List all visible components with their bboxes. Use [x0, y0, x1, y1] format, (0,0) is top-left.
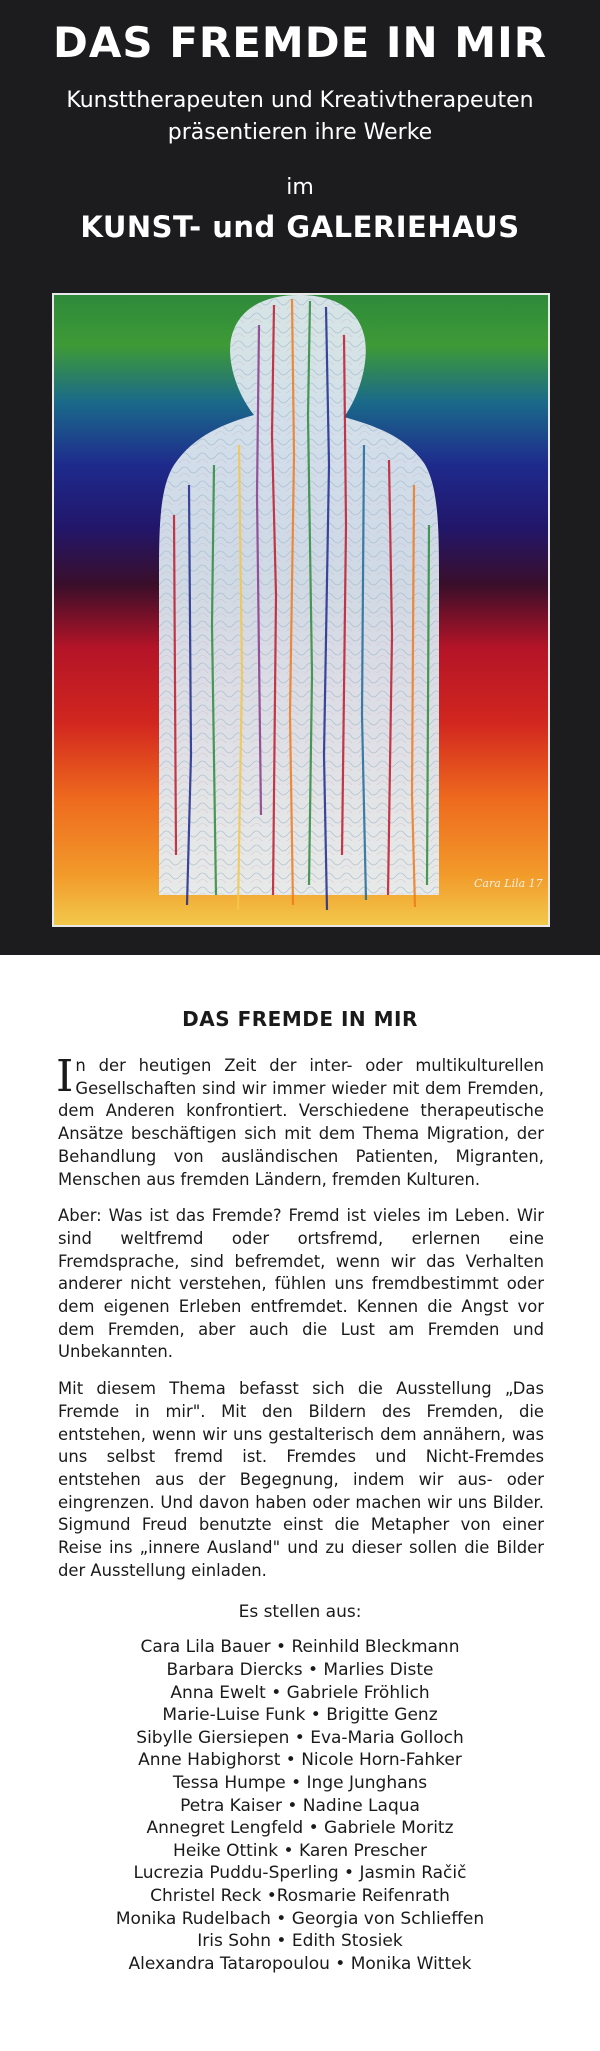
- exhibitor-line: Christel Reck •Rosmarie Reifenrath: [150, 1886, 450, 1906]
- exhibitor-line: Alexandra Tataropoulou • Monika Wittek: [128, 1953, 472, 1974]
- article-paragraph-2: Aber: Was ist das Fremde? Fremd ist vieles im Leben. Wir sind weltfremd oder ortsfremd, erlernen eine Fremdsprache, sind befremdet, wenn wir das Verhalten anderer nicht verstehen, fühlen uns fremdbestimmt oder dem eigenen Erleben entfremdet. Kennen die Angst vor dem Fremden, aber auch die Lust am Fremden und Unbekannten.: [58, 1206, 544, 1362]
- article-paragraph-3: Mit diesem Thema befasst sich die Ausstellung „Das Fremde in mir". Mit den Bildern des Fremden, die entstehen, wenn wir uns gestalterisch dem annähern, was uns selbst fremd ist. Fremdes und Nicht-Fremdes entstehen aus der Begegnung, indem wir aus- oder eingrenzen. Und davon haben oder machen wir uns Bilder. Sigmund Freud benutzte einst die Metapher von einer Reise ins „innere Ausland" und zu dieser sollen die Bilder der Ausstellung einladen.: [58, 1379, 544, 1580]
- exhibitor-line: Heike Ottink • Karen Prescher: [173, 1840, 427, 1861]
- painting-image: [52, 293, 550, 927]
- article-section: [0, 955, 600, 1975]
- subtitle-line-2: präsentieren ihre Werke: [167, 120, 433, 145]
- drop-cap: I: [56, 1051, 74, 1102]
- poster-preposition: im: [286, 175, 314, 200]
- poster-header: [0, 0, 600, 955]
- paragraph-1-text: n der heutigen Zeit der inter- oder multikulturellen Gesellschaften sind wir immer wieder mit dem Fremden, dem Anderen konfrontiert. Verschiedene therapeutische Ansätze beschäftigen sich mit dem Thema Migration, der Behandlung von ausländischen Patienten, Migranten, Menschen aus fremden Ländern, fremden Kulturen.: [58, 1056, 544, 1189]
- exhibitor-line: Sibylle Giersiepen • Eva-Maria Golloch: [136, 1727, 464, 1748]
- exhibitor-line: Iris Sohn • Edith Stosiek: [197, 1931, 403, 1952]
- exhibitors-heading: Es stellen aus:: [238, 1602, 362, 1623]
- exhibitors-list: [0, 1636, 600, 1975]
- exhibitor-line: Annegret Lengfeld • Gabriele Moritz: [146, 1818, 454, 1839]
- exhibitor-line: Anna Ewelt • Gabriele Fröhlich: [170, 1682, 430, 1703]
- exhibitor-line: Petra Kaiser • Nadine Laqua: [180, 1795, 420, 1816]
- painting-artwork: [54, 295, 548, 925]
- painting-signature: Cara Lila 17: [474, 877, 543, 890]
- article-title: DAS FREMDE IN MIR: [182, 1007, 418, 1031]
- exhibitor-line: Cara Lila Bauer • Reinhild Bleckmann: [140, 1637, 460, 1658]
- subtitle-line-1: Kunsttherapeuten und Kreativtherapeuten: [66, 88, 534, 113]
- exhibitor-line: Tessa Humpe • Inge Junghans: [172, 1773, 428, 1794]
- article-paragraph-1: [56, 1051, 544, 1191]
- poster-subtitle: [0, 85, 600, 149]
- exhibitor-line: Marie-Luise Funk • Brigitte Genz: [162, 1705, 438, 1726]
- poster-title: DAS FREMDE IN MIR: [52, 18, 548, 67]
- exhibitor-line: Monika Rudelbach • Georgia von Schlieffen: [115, 1908, 485, 1929]
- exhibitor-line: Lucrezia Puddu-Sperling • Jasmin Račič: [133, 1863, 467, 1884]
- poster-venue: KUNST- und GALERIEHAUS: [80, 210, 520, 244]
- exhibitor-line: Barbara Diercks • Marlies Diste: [166, 1660, 434, 1681]
- exhibitor-line: Anne Habighorst • Nicole Horn-Fahker: [138, 1750, 462, 1771]
